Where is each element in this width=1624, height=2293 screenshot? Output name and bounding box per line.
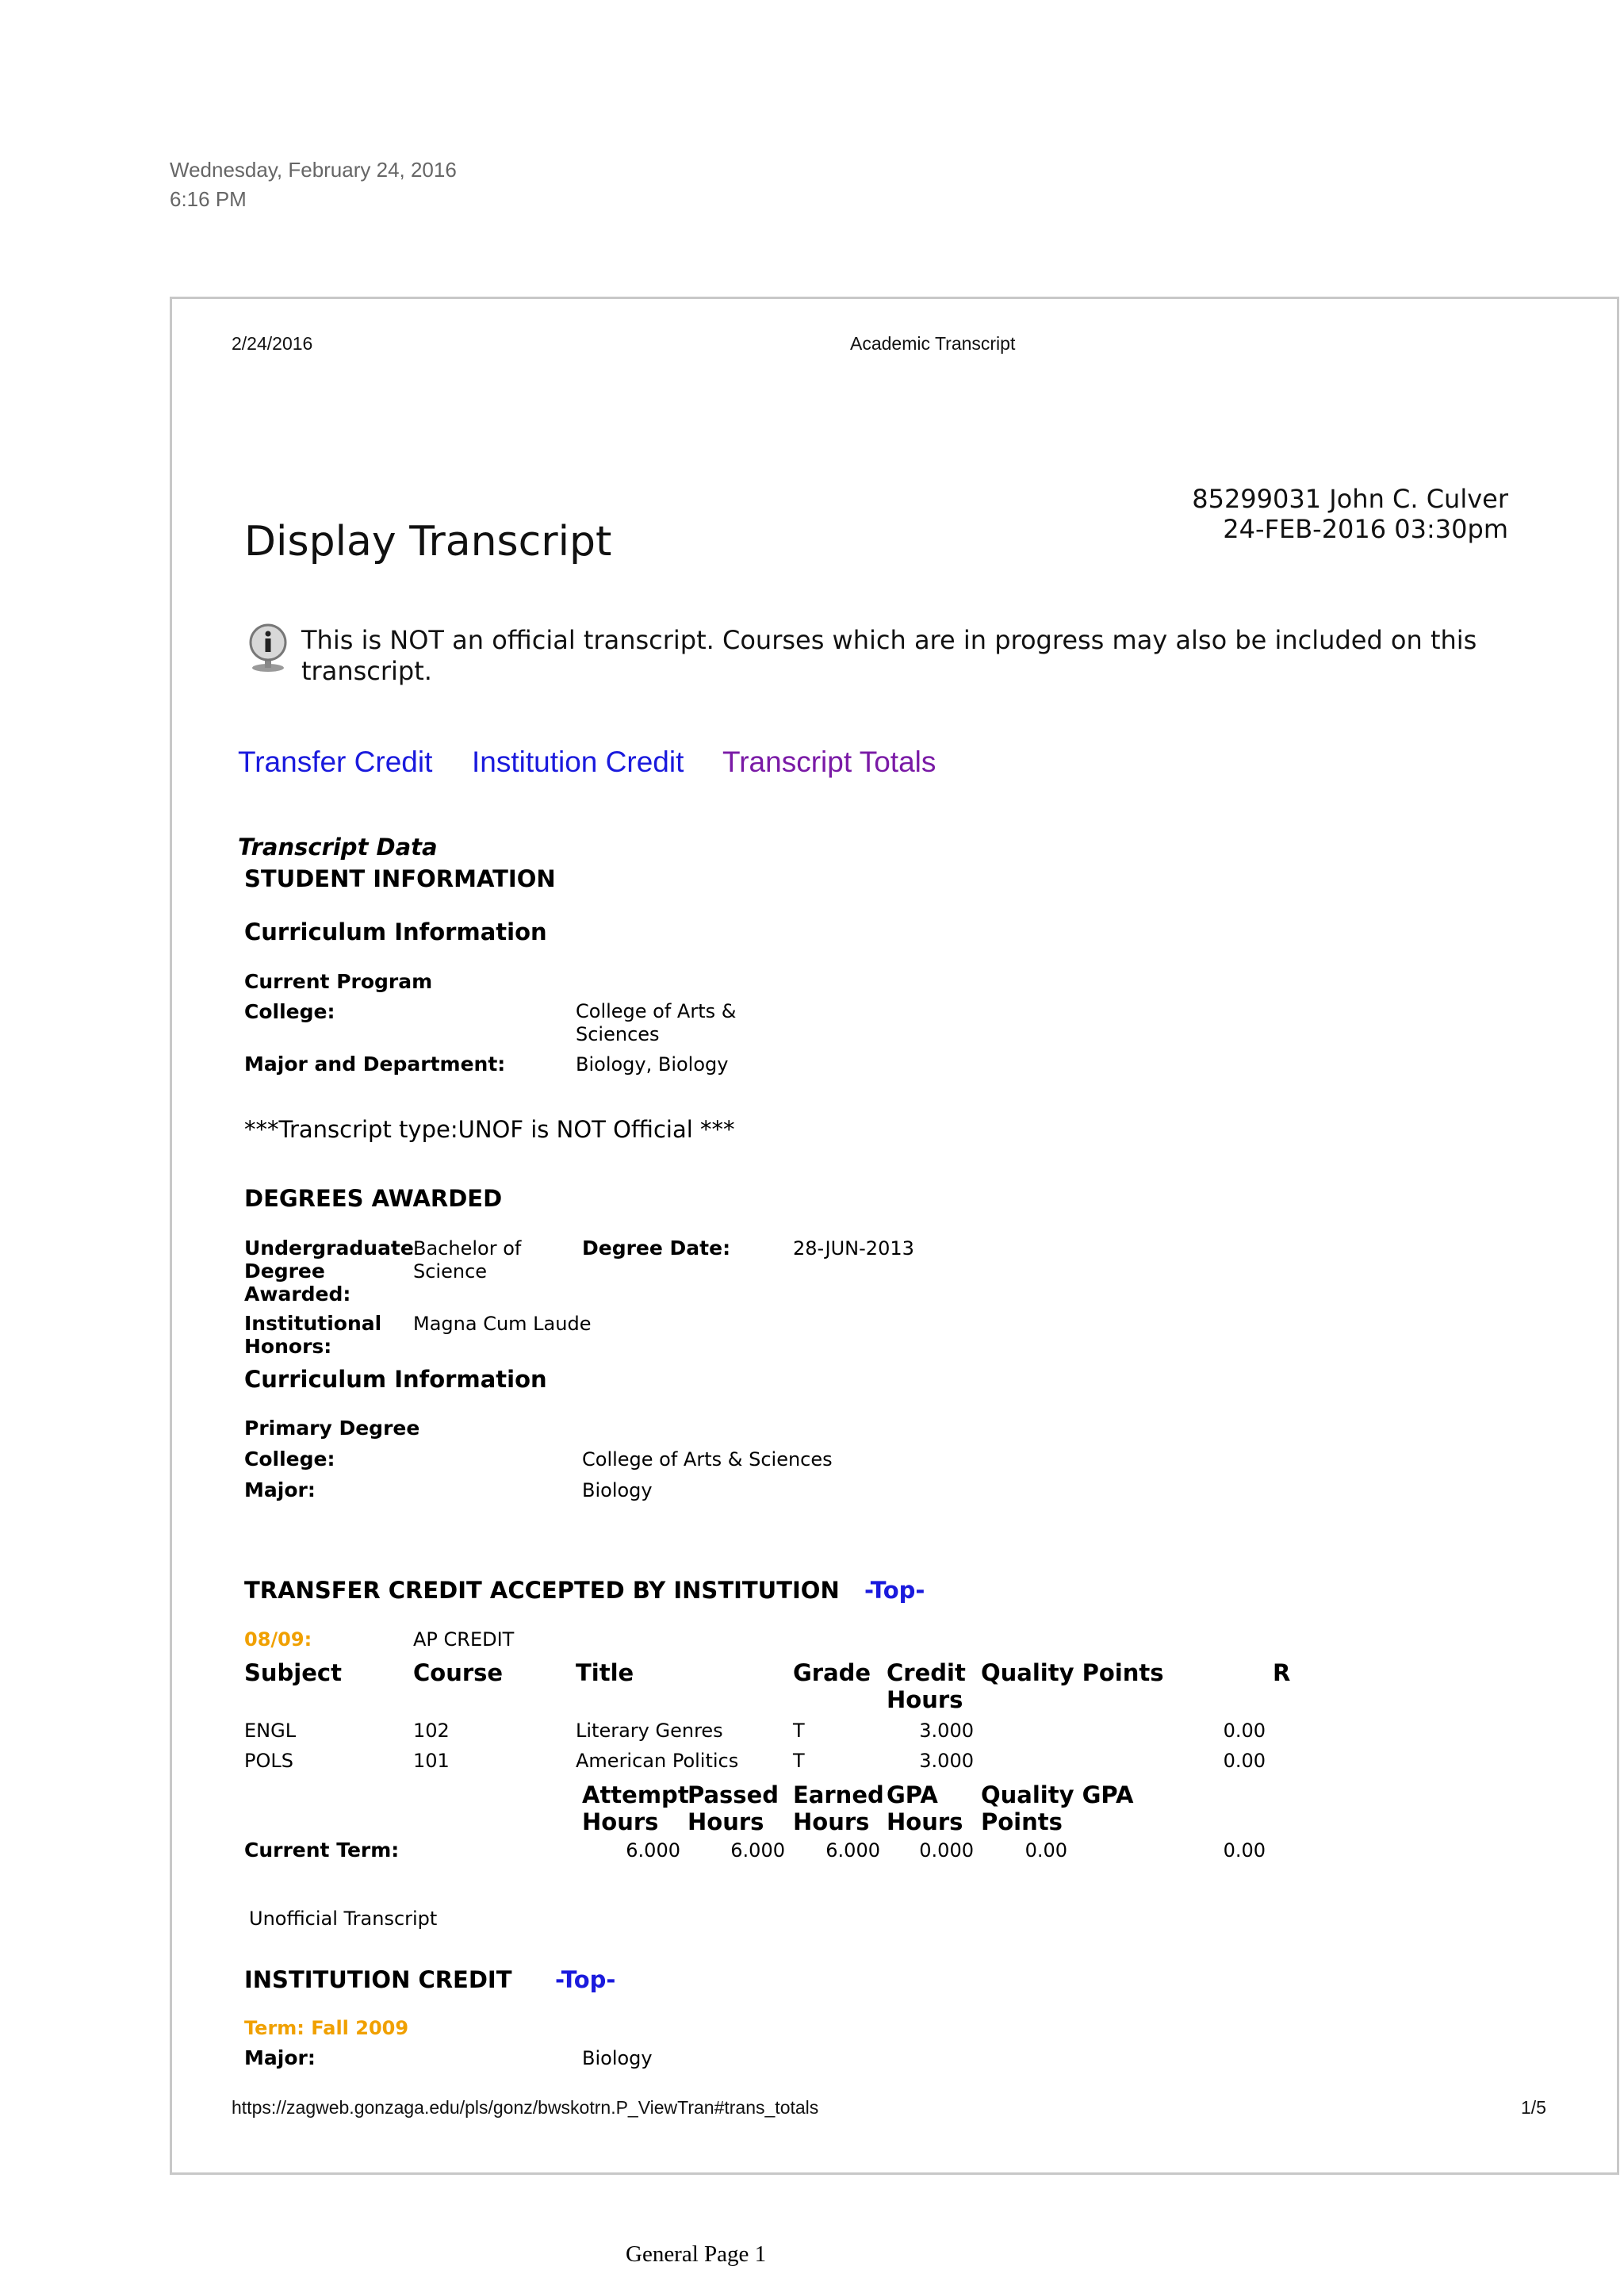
institution-credit-link[interactable]: Institution Credit — [472, 746, 684, 778]
general-page-label: General Page 1 — [626, 2241, 767, 2267]
col-course: Course — [413, 1659, 504, 1686]
note-datetime — [170, 155, 457, 214]
transcript-type-note: ***Transcript type:UNOF is NOT Official *** — [244, 1116, 735, 1143]
transfer-source: AP CREDIT — [413, 1628, 515, 1651]
col-credit-hours: Credit Hours — [887, 1659, 966, 1713]
transfer-term: 08/09: — [244, 1628, 312, 1651]
col-gpa-hours: GPA Hours — [887, 1781, 963, 1835]
degree-curriculum-heading: Curriculum Information — [244, 1366, 547, 1393]
transcript-data-heading: Transcript Data — [238, 834, 438, 861]
degree-college-value: College of Arts & Sciences — [582, 1448, 833, 1471]
institution-top-link[interactable]: -Top- — [555, 1966, 616, 1993]
current-term-quality: 0.00 — [1025, 1839, 1067, 1862]
degree-college-label: College: — [244, 1448, 335, 1471]
honors-value: Magna Cum Laude — [413, 1313, 592, 1335]
honors-label: Institutional Honors: — [244, 1312, 382, 1358]
transfer-credit-link[interactable]: Transfer Credit — [238, 746, 433, 778]
primary-degree-label: Primary Degree — [244, 1417, 420, 1440]
institution-credit-heading: INSTITUTION CREDIT — [244, 1966, 512, 1993]
current-term-earned: 6.000 — [825, 1839, 880, 1862]
print-footer-page: 1/5 — [1521, 2097, 1546, 2118]
table-row-credit: 3.000 — [919, 1720, 974, 1742]
col-title: Title — [576, 1659, 634, 1686]
page-title: Display Transcript — [244, 518, 612, 566]
table-row-course: 102 — [413, 1720, 450, 1742]
transfer-credit-heading: TRANSFER CREDIT ACCEPTED BY INSTITUTION — [244, 1577, 840, 1604]
student-id-block — [1192, 484, 1508, 544]
degree-major-label: Major: — [244, 1478, 316, 1501]
table-row-credit: 3.000 — [919, 1750, 974, 1772]
col-subject: Subject — [244, 1659, 342, 1686]
table-row-quality: 0.00 — [1223, 1720, 1266, 1742]
table-row-title: American Politics — [576, 1750, 739, 1772]
degree-date-value: 28-JUN-2013 — [793, 1237, 914, 1260]
table-row-grade: T — [793, 1750, 805, 1772]
unofficial-transcript-note: Unofficial Transcript — [249, 1908, 438, 1930]
curriculum-heading: Curriculum Information — [244, 918, 547, 945]
degree-date-label: Degree Date: — [582, 1237, 731, 1260]
col-r: R — [1273, 1659, 1291, 1686]
print-title: Academic Transcript — [850, 333, 1016, 354]
printed-page-frame — [170, 297, 1619, 2175]
institution-term: Term: Fall 2009 — [244, 2017, 409, 2039]
degree-awarded-value: Bachelor of Science — [413, 1237, 522, 1283]
major-dept-label: Major and Department: — [244, 1053, 506, 1076]
table-row-subject: ENGL — [244, 1720, 297, 1742]
current-term-passed: 6.000 — [730, 1839, 785, 1862]
student-info-heading: STUDENT INFORMATION — [244, 865, 556, 892]
table-row-grade: T — [793, 1720, 805, 1742]
note-date: Wednesday, February 24, 2016 — [170, 158, 457, 182]
degree-awarded-label: Undergraduate Degree Awarded: — [244, 1237, 414, 1306]
current-term-attempt: 6.000 — [626, 1839, 680, 1862]
current-term-gpa-hours: 0.000 — [919, 1839, 974, 1862]
info-icon — [243, 623, 293, 674]
degrees-heading: DEGREES AWARDED — [244, 1185, 503, 1212]
current-term-label: Current Term: — [244, 1839, 400, 1862]
table-row-subject: POLS — [244, 1750, 293, 1772]
col-grade: Grade — [793, 1659, 871, 1686]
transfer-top-link[interactable]: -Top- — [864, 1577, 925, 1604]
note-time: 6:16 PM — [170, 187, 247, 211]
table-row-quality: 0.00 — [1223, 1750, 1266, 1772]
current-program-label: Current Program — [244, 970, 433, 993]
major-dept-value: Biology, Biology — [576, 1053, 729, 1076]
col-passed-hours: Passed Hours — [688, 1781, 779, 1835]
col-quality-gpa-points: Quality GPA Points — [981, 1781, 1134, 1835]
college-label: College: — [244, 1000, 335, 1023]
institution-major-value: Biology — [582, 2047, 653, 2069]
report-timestamp: 24-FEB-2016 03:30pm — [1223, 514, 1508, 544]
transcript-totals-link[interactable]: Transcript Totals — [722, 746, 936, 778]
col-earned-hours: Earned Hours — [793, 1781, 884, 1835]
current-term-gpa: 0.00 — [1223, 1839, 1266, 1862]
table-row-title: Literary Genres — [576, 1720, 723, 1742]
disclaimer-text: This is NOT an official transcript. Courses which are in progress may also be included on this transcript. — [301, 625, 1477, 686]
print-date: 2/24/2016 — [232, 333, 313, 354]
student-id-name: 85299031 John C. Culver — [1192, 484, 1508, 514]
college-value: College of Arts & Sciences — [576, 1000, 737, 1045]
col-attempt-hours: Attempt Hours — [582, 1781, 689, 1835]
col-quality-points: Quality Points — [981, 1659, 1164, 1686]
table-row-course: 101 — [413, 1750, 450, 1772]
institution-major-label: Major: — [244, 2046, 316, 2069]
print-footer-url: https://zagweb.gonzaga.edu/pls/gonz/bwskotrn.P_ViewTran#trans_totals — [232, 2097, 819, 2118]
degree-major-value: Biology — [582, 1479, 653, 1501]
